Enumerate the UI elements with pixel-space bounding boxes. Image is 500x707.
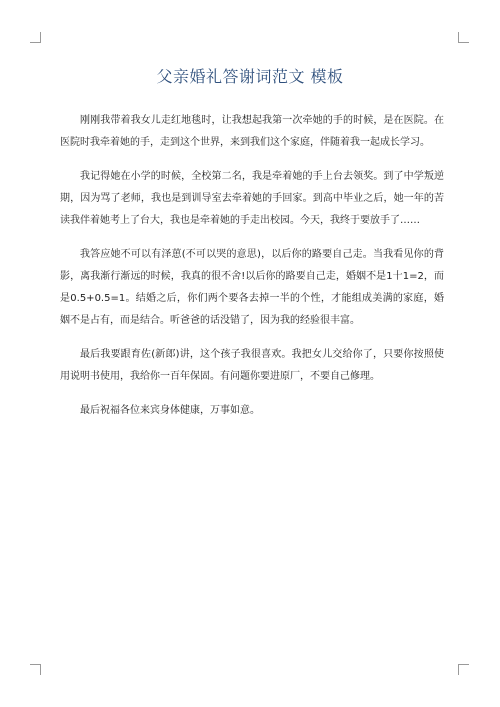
paragraph-4: 最后我要跟育佐(新郎)讲，这个孩子我很喜欢。我把女儿交给你了，只要你按照使用说明书使用，我给你一百年保固。有问题你要进原厂，不要自己修理。: [60, 349, 444, 382]
crop-mark-top-left: [30, 32, 41, 43]
crop-mark-top-right: [458, 32, 469, 43]
document-title: 父亲婚礼答谢词范文 模板: [156, 67, 344, 86]
crop-mark-bottom-right: [458, 664, 469, 675]
paragraph-1: 刚刚我带着我女儿走红地毯时，让我想起我第一次牵她的手的时候，是在医院。在医院时我牵着她的手，走到这个世界，来到我们这个家庭，伴随着我一起成长学习。: [60, 115, 444, 148]
paragraph-5: 最后祝福各位来宾身体健康，万事如意。: [80, 405, 260, 416]
paragraph-2: 我记得她在小学的时候，全校第二名，我是牵着她的手上台去领奖。到了中学叛逆期，因为骂了老师，我也是到训导室去牵着她的手回家。到高中毕业之后，她一年的苦读我伴着她考上了台大，我也是牵着她的手走出校园。今天，我终于要放手了……: [60, 171, 444, 226]
document-body: [60, 110, 444, 434]
paragraph-3: 我答应她不可以有泽葸(不可以哭的意思)，以后你的路要自己走。当我看见你的背影，离我渐行渐远的时候，我真的很不舍!以后你的路要自己走，婚姻不是1十1=2，而是0.5+0.5=1。结婚之后，你们两个要各去掉一半的个性，才能组成美满的家庭，婚姻不是占有，而是结合。听爸爸的话没错了，因为我的经验很丰富。: [60, 249, 444, 326]
crop-mark-bottom-left: [30, 664, 41, 675]
